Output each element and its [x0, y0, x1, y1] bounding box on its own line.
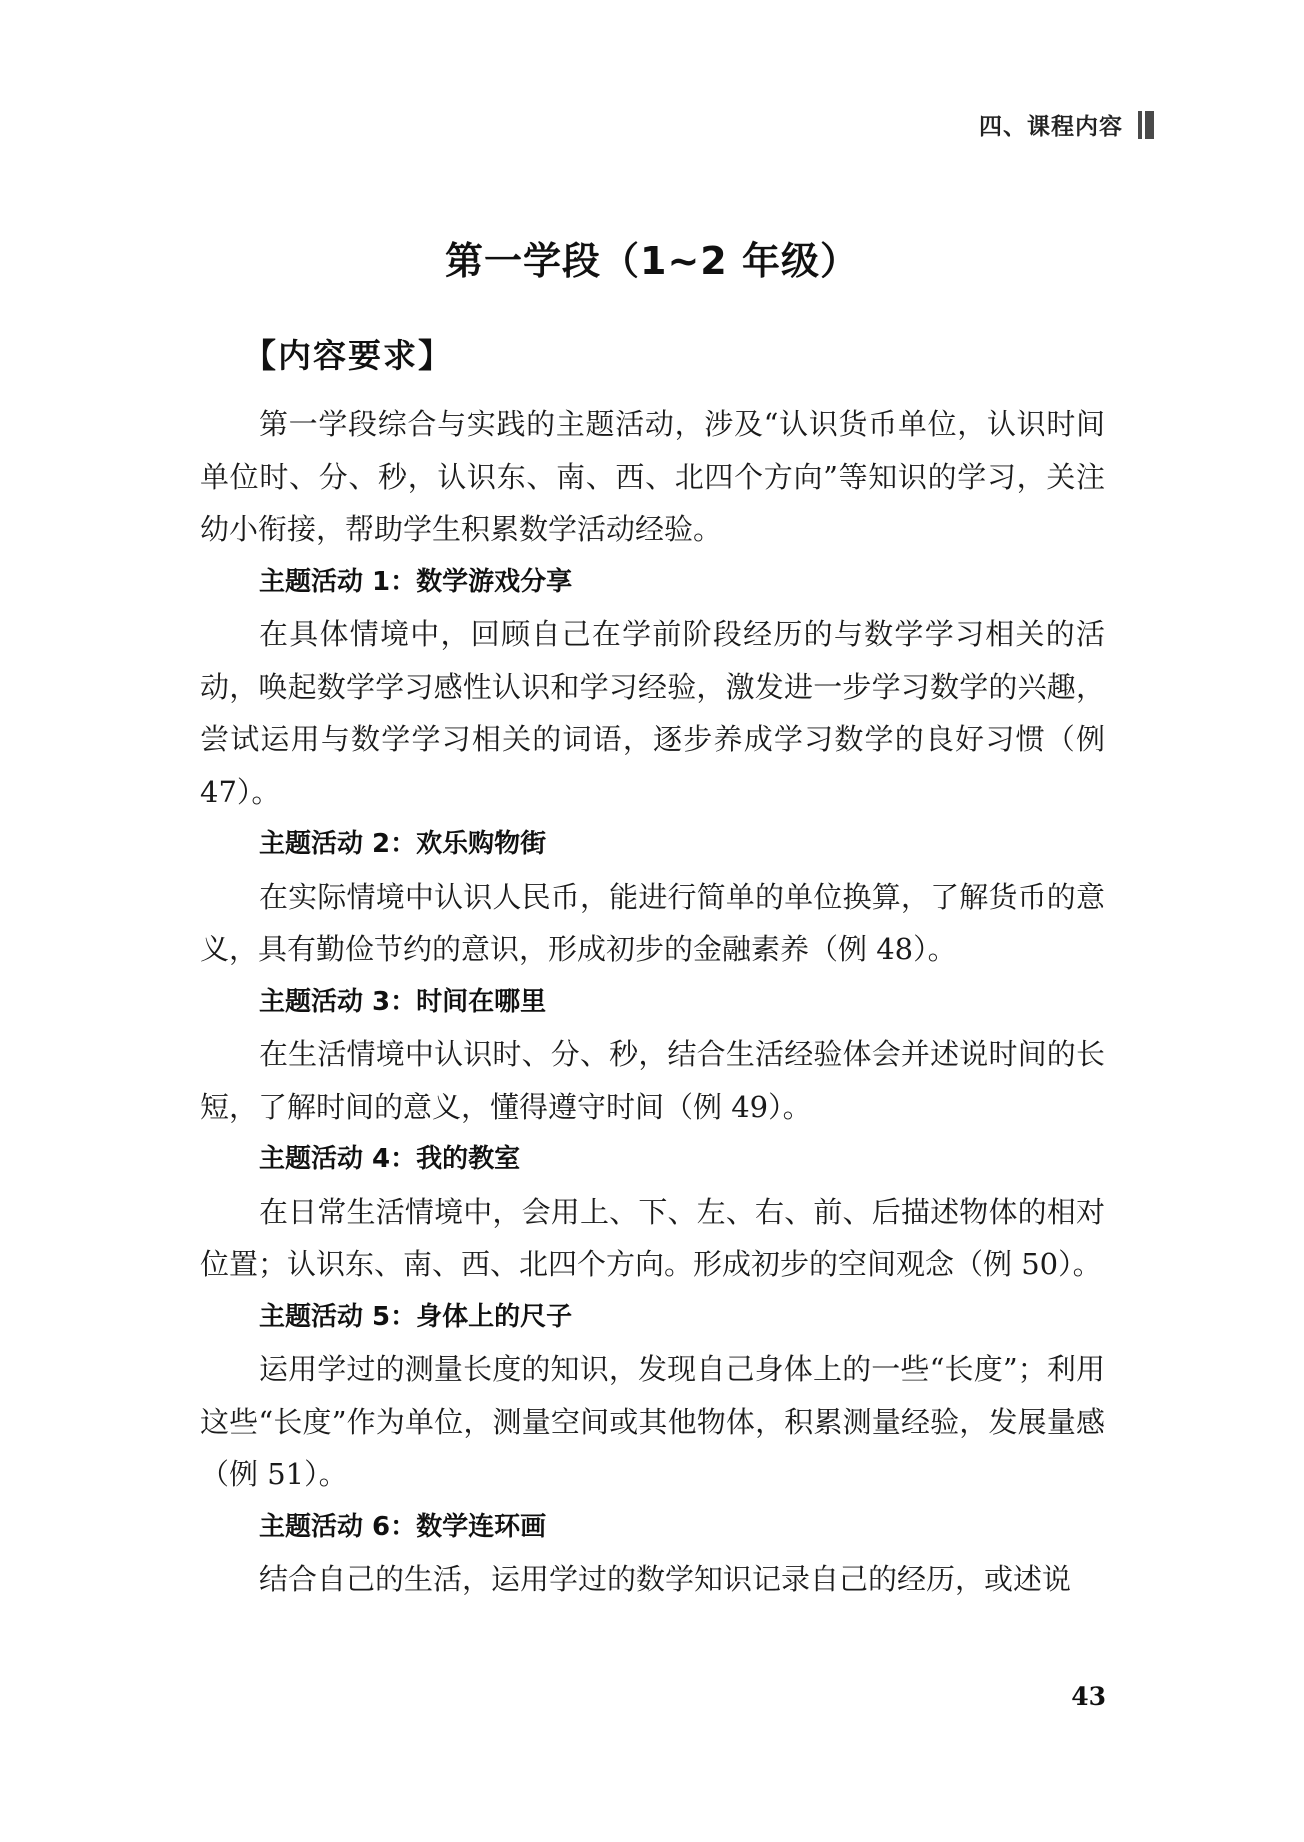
activity-text-1: 在具体情境中，回顾自己在学前阶段经历的与数学学习相关的活动，唤起数学学习感性认识和学习经验，激发进一步学习数学的兴趣，尝试运用与数学学习相关的词语，逐步养成学习数学的良好习惯（例 47）。 [200, 617, 1105, 809]
activity-heading-5: 主题活动 5：身体上的尺子 [259, 1301, 573, 1332]
activity-heading-3: 主题活动 3：时间在哪里 [259, 986, 547, 1017]
activity-heading-1: 主题活动 1：数学游戏分享 [259, 566, 573, 597]
activity-text-4: 在日常生活情境中，会用上、下、左、右、前、后描述物体的相对位置；认识东、南、西、北四个方向。形成初步的空间观念（例 50）。 [200, 1194, 1105, 1281]
page-number: 43 [1071, 1682, 1106, 1711]
activity-heading-6: 主题活动 6：数学连环画 [259, 1511, 547, 1542]
section-title: 第一学段（1~2 年级） [445, 239, 859, 283]
running-header-text: 四、课程内容 [979, 114, 1123, 140]
running-header [979, 108, 1154, 141]
activity-text-2: 在实际情境中认识人民币，能进行简单的单位换算，了解货币的意义，具有勤俭节约的意识，形成初步的金融素养（例 48）。 [200, 879, 1105, 966]
activity-text-3: 在生活情境中认识时、分、秒，结合生活经验体会并述说时间的长短，了解时间的意义，懂得遵守时间（例 49）。 [200, 1037, 1105, 1124]
activity-heading-4: 主题活动 4：我的教室 [259, 1144, 521, 1174]
activity-heading-2: 主题活动 2：欢乐购物街 [259, 829, 547, 859]
body-text [200, 398, 1105, 1606]
intro-paragraph: 第一学段综合与实践的主题活动，涉及“认识货币单位，认识时间单位时、分、秒，认识东、南、西、北四个方向”等知识的学习，关注幼小衔接，帮助学生积累数学活动经验。 [200, 407, 1105, 546]
activity-text-6: 结合自己的生活，运用学过的数学知识记录自己的经历，或述说 [259, 1562, 1072, 1596]
header-bar-icon [1135, 111, 1154, 139]
activity-text-5: 运用学过的测量长度的知识，发现自己身体上的一些“长度”；利用这些“长度”作为单位，测量空间或其他物体，积累测量经验，发展量感（例 51）。 [200, 1352, 1105, 1491]
subsection-heading: 【内容要求】 [243, 336, 453, 375]
